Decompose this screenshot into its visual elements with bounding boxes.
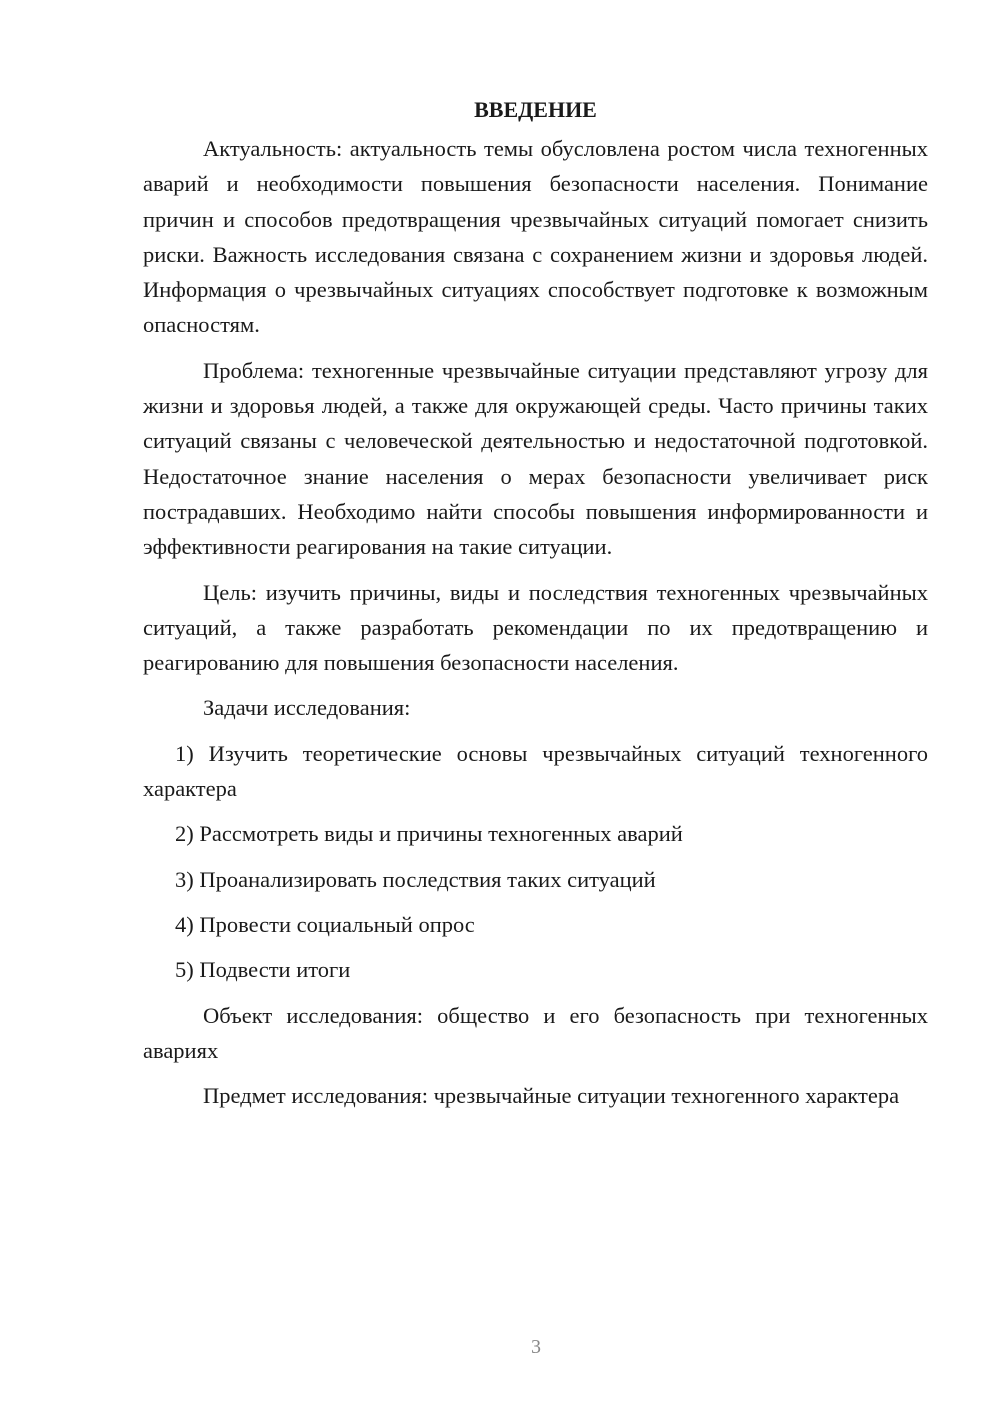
problem-paragraph: Проблема: техногенные чрезвычайные ситуации представляют угрозу для жизни и здоровья людей, а также для окружающей среды. Часто причины таких ситуаций связаны с человеческой деятельностью и недостаточной подготовкой. Недостаточное знание населения о мерах безопасности увеличивает риск пострадавших. Необходимо найти способы повышения информированности и эффективности реагирования на такие ситуации. — [143, 357, 928, 560]
subject-paragraph: Предмет исследования: чрезвычайные ситуации техногенного характера — [203, 1083, 900, 1109]
task-item: 1) Изучить теоретические основы чрезвычайных ситуаций техногенного характера — [143, 740, 928, 802]
relevance-paragraph: Актуальность: актуальность темы обусловлена ростом числа техногенных аварий и необходимости повышения безопасности населения. Понимание причин и способов предотвращения чрезвычайных ситуаций помогает снизить риски. Важность исследования связана с сохранением жизни и здоровья людей. Информация о чрезвычайных ситуациях способствует подготовке к возможным опасностям. — [143, 136, 928, 338]
task-item: 2) Рассмотреть виды и причины техногенных аварий — [175, 821, 683, 847]
task-item: 5) Подвести итоги — [175, 957, 351, 983]
task-item: 4) Провести социальный опрос — [175, 911, 475, 937]
page-title: ВВЕДЕНИЕ — [474, 97, 597, 122]
tasks-list — [143, 736, 928, 988]
object-paragraph: Объект исследования: общество и его безопасность при техногенных авариях — [143, 1002, 928, 1063]
page-number: 3 — [531, 1336, 541, 1358]
page-body — [143, 95, 928, 1123]
goal-paragraph: Цель: изучить причины, виды и последствия техногенных чрезвычайных ситуаций, а также разработать рекомендации по их предотвращению и реагированию для повышения безопасности населения. — [143, 579, 928, 676]
tasks-heading: Задачи исследования: — [203, 695, 411, 721]
task-item: 3) Проанализировать последствия таких ситуаций — [175, 866, 656, 892]
